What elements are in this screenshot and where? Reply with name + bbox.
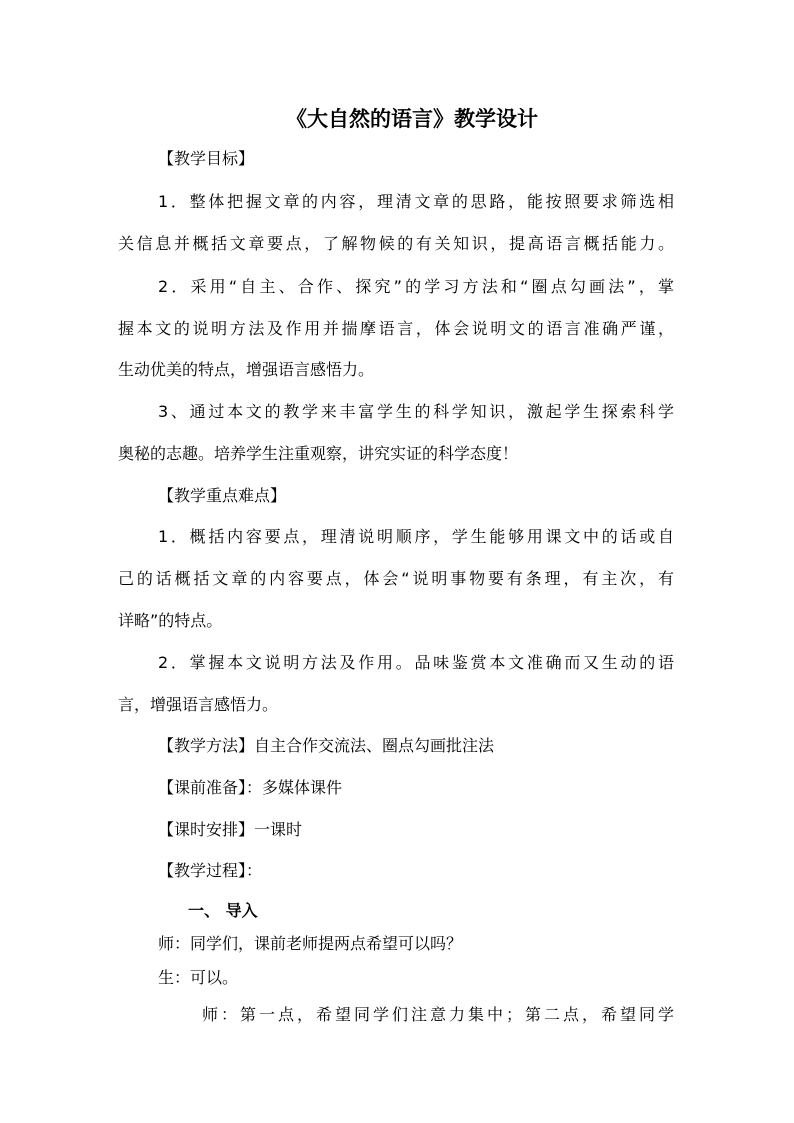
- paragraph-line: 言，增强语言感悟力。: [118, 695, 279, 714]
- schedule-line: 【课时安排】一课时: [158, 820, 303, 839]
- paragraph-line: 己的话概括文章的内容要点，体会“说明事物要有条理，有主次，有: [118, 569, 674, 588]
- paragraph-line: 关信息并概括文章要点，了解物候的有关知识，提高语言概括能力。: [118, 234, 674, 253]
- paragraph-line: 生动优美的特点，增强语言感悟力。: [118, 360, 375, 379]
- dialogue-line: 师：第一点，希望同学们注意力集中；第二点，希望同学: [202, 1005, 674, 1024]
- dialogue-line: 生：可以。: [158, 968, 239, 987]
- heading-key-difficult-points: 【教学重点难点】: [158, 486, 287, 505]
- paragraph-line: 奥秘的志趣。培养学生注重观察，讲究实证的科学态度！: [118, 444, 519, 463]
- document-title: 《大自然的语言》教学设计: [286, 107, 538, 131]
- heading-teaching-objectives: 【教学目标】: [158, 149, 255, 168]
- paragraph-line: 2．掌握本文说明方法及作用。品味鉴赏本文准确而又生动的语: [158, 653, 674, 672]
- dialogue-line: 师：同学们，课前老师提两点希望可以吗？: [158, 934, 463, 953]
- paragraph-line: 握本文的说明方法及作用并揣摩语言，体会说明文的语言准确严谨，: [118, 319, 674, 338]
- paragraph-line: 1．概括内容要点，理清说明顺序，学生能够用课文中的话或自: [158, 527, 674, 546]
- teaching-method-line: 【教学方法】自主合作交流法、圈点勾画批注法: [158, 736, 495, 755]
- preparation-line: 【课前准备】：多媒体课件: [158, 778, 343, 797]
- paragraph-line: 详略”的特点。: [118, 611, 223, 630]
- teaching-process-heading: 【教学过程】：: [158, 861, 263, 880]
- paragraph-line: 1．整体把握文章的内容，理清文章的思路，能按照要求筛选相: [158, 192, 674, 211]
- section-heading-introduction: 一、 导入: [188, 901, 258, 920]
- paragraph-line: 3、通过本文的教学来丰富学生的科学知识，激起学生探索科学: [158, 402, 674, 421]
- paragraph-line: 2．采用“自主、合作、探究”的学习方法和“圈点勾画法”，掌: [158, 277, 674, 296]
